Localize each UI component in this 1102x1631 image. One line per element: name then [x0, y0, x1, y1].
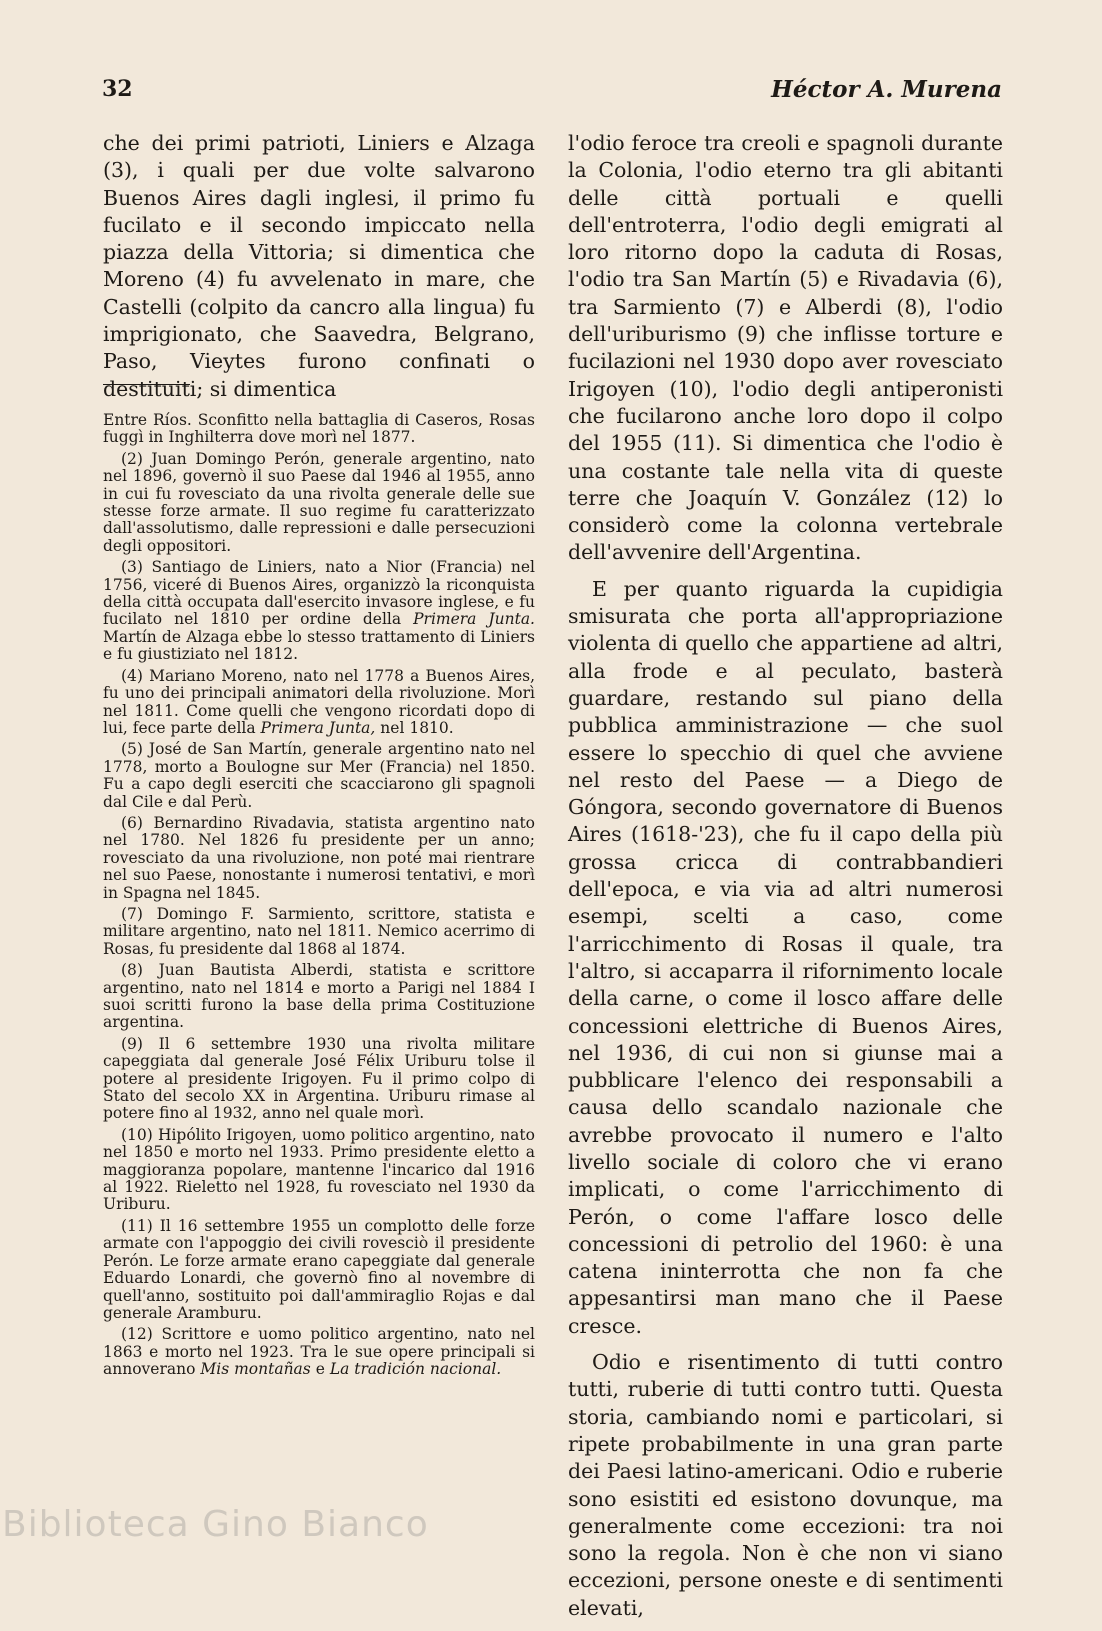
left-column-body [103, 130, 535, 403]
footnote-7: (7) Domingo F. Sarmiento, scrittore, statista e militare argentino, nato nel 1811. Nemico acerrimo di Rosas, fu presidente dal 1868 al 1874. [103, 904, 535, 958]
footnote-5: (5) José de San Martín, generale argentino nato nel 1778, morto a Boulogne sur Mer (Francia) nel 1850. Fu a capo degli eserciti che scacciarono gli spagnoli dal Cile e dal Perù. [103, 740, 535, 811]
body-paragraph-2: E per quanto riguarda la cupidigia smisurata che porta all'appropriazione violenta di quello che appartiene ad altri, alla frode e al peculato, basterà guardare, restando sul piano della pubblica amministrazione — che suol essere lo specchio di quel che avviene nel resto del Paese — a Diego de Góngora, secondo governatore di Buenos Aires (1618-'23), che fu il capo della più grossa cricca di contrabbandieri dell'epoca, e via via ad altri numerosi esempi, scelti a caso, come l'arricchimento di Rosas il quale, tra l'altro, si accaparra il rifornimento locale della carne, o come il losco affare delle concessioni elettriche di Buenos Aires, nel 1936, di cui non si giunse mai a pubblicare l'elenco dei responsabili a causa dello scandalo nazionale che avrebbe provocato il numero e l'alto livello sociale di coloro che vi erano implicati, o come l'arricchimento di Perón, o come l'affare losco delle concessioni di petrolio del 1960: è una catena ininterrotta che non fa che appesantirsi man mano che il Paese cresce. [568, 576, 1003, 1338]
footnote-3: (3) Santiago de Liniers, nato a Nior (Francia) nel 1756, viceré di Buenos Aires, organizzò la riconquista della città occupata dall'esercito invasore inglese, e fu fucilato nel 1810 per ordine della Primera Junta. Martín de Alzaga ebbe lo stesso trattamento di Liniers e fu giustiziato nel 1812. [103, 558, 535, 664]
footnote-12: (12) Scrittore e uomo politico argentino, nato nel 1863 e morto nel 1923. Tra le sue opere principali si annoverano Mis montañas e La tradición nacional. [103, 1325, 535, 1379]
footnote-10: (10) Hipólito Irigoyen, uomo politico argentino, nato nel 1850 e morto nel 1933. Primo presidente eletto a maggioranza popolare, mantenne l'incarico dal 1916 al 1922. Rieletto nel 1928, fu rovesciato nel 1930 da Uriburu. [103, 1125, 535, 1214]
body-paragraph-left: che dei primi patrioti, Liniers e Alzaga (3), i quali per due volte salvarono Buenos Aires dagli inglesi, il primo fu fucilato e il secondo impiccato nella piazza della Vittoria; si dimentica che Moreno (4) fu avvelenato in mare, che Castelli (colpito da cancro alla lingua) fu imprigionato, che Saavedra, Belgrano, Paso, Vieytes furono confinati o destituiti; si dimentica [103, 131, 535, 401]
right-column-body [568, 130, 1003, 1631]
page-number: 32 [102, 76, 133, 102]
body-paragraph-3: Odio e risentimento di tutti contro tutti, ruberie di tutti contro tutti. Questa storia, cambiando nomi e particolari, si ripete probabilmente in una gran parte dei Paesi latino-americani. Odio e ruberie sono esistiti ed esistono dovunque, ma generalmente come eccezioni: tra noi sono la regola. Non è che non vi siano eccezioni, persone oneste e di sentimenti elevati, [568, 1350, 1003, 1620]
running-header [102, 76, 1002, 112]
footnote-6: (6) Bernardino Rivadavia, statista argentino nato nel 1780. Nel 1826 fu presidente per un anno; rovesciato da una rivoluzione, non poté mai rientrare nel suo Paese, nonostante i numerosi tentativi, e morì in Spagna nel 1845. [103, 813, 535, 902]
footnote-separator [103, 384, 190, 385]
body-paragraph-1: l'odio feroce tra creoli e spagnoli durante la Colonia, l'odio eterno tra gli abitanti delle città portuali e quelli dell'entroterra, l'odio degli emigrati al loro ritorno dopo la caduta di Rosas, l'odio tra San Martín (5) e Rivadavia (6), tra Sarmiento (7) e Alberdi (8), l'odio dell'uriburismo (9) che inflisse torture e fucilazioni nel 1930 dopo aver rovesciato Irigoyen (10), l'odio degli antiperonisti che fucilarono anche loro dopo il colpo del 1955 (11). Si dimentica che l'odio è una costante tale nella vita di queste terre che Joaquín V. González (12) lo considerò come la colonna vertebrale dell'avvenire dell'Argentina. [568, 131, 1003, 565]
footnote-continuation: Entre Ríos. Sconfitto nella battaglia di Caseros, Rosas fuggì in Inghilterra dove morì nel 1877. [103, 411, 535, 447]
footnote-9: (9) Il 6 settembre 1930 una rivolta militare capeggiata dal generale José Félix Uriburu tolse il potere al presidente Irigoyen. Fu il primo colpo di Stato del secolo XX in Argentina. Uriburu rimase al potere fino al 1932, anno nel quale morì. [103, 1034, 535, 1123]
footnote-11: (11) Il 16 settembre 1955 un complotto delle forze armate con l'appoggio dei civili rovesciò il presidente Perón. Le forze armate erano capeggiate dal generale Eduardo Lonardi, che governò fino al novembre di quell'anno, sostituito poi dall'ammiraglio Rojas e dal generale Aramburu. [103, 1216, 535, 1322]
footnote-2: (2) Juan Domingo Perón, generale argentino, nato nel 1896, governò il suo Paese dal 1946 al 1955, anno in cui fu rovesciato da una rivolta generale delle sue stesse forze armate. Il suo regime fu caratterizzato dall'assolutismo, dalle repressioni e dalle persecuzioni degli oppositori. [103, 449, 535, 555]
library-watermark: Biblioteca Gino Bianco [2, 1504, 429, 1545]
footnotes [103, 412, 535, 1383]
footnote-4: (4) Mariano Moreno, nato nel 1778 a Buenos Aires, fu uno dei principali animatori della rivoluzione. Morì nel 1811. Come quelli che vengono ricordati dopo di lui, fece parte della Primera Junta, nel 1810. [103, 666, 535, 737]
footnote-8: (8) Juan Bautista Alberdi, statista e scrittore argentino, nato nel 1814 e morto a Parigi nel 1884 I suoi scritti furono la base della prima Costituzione argentina. [103, 961, 535, 1032]
running-head-author: Héctor A. Murena [771, 76, 1002, 103]
